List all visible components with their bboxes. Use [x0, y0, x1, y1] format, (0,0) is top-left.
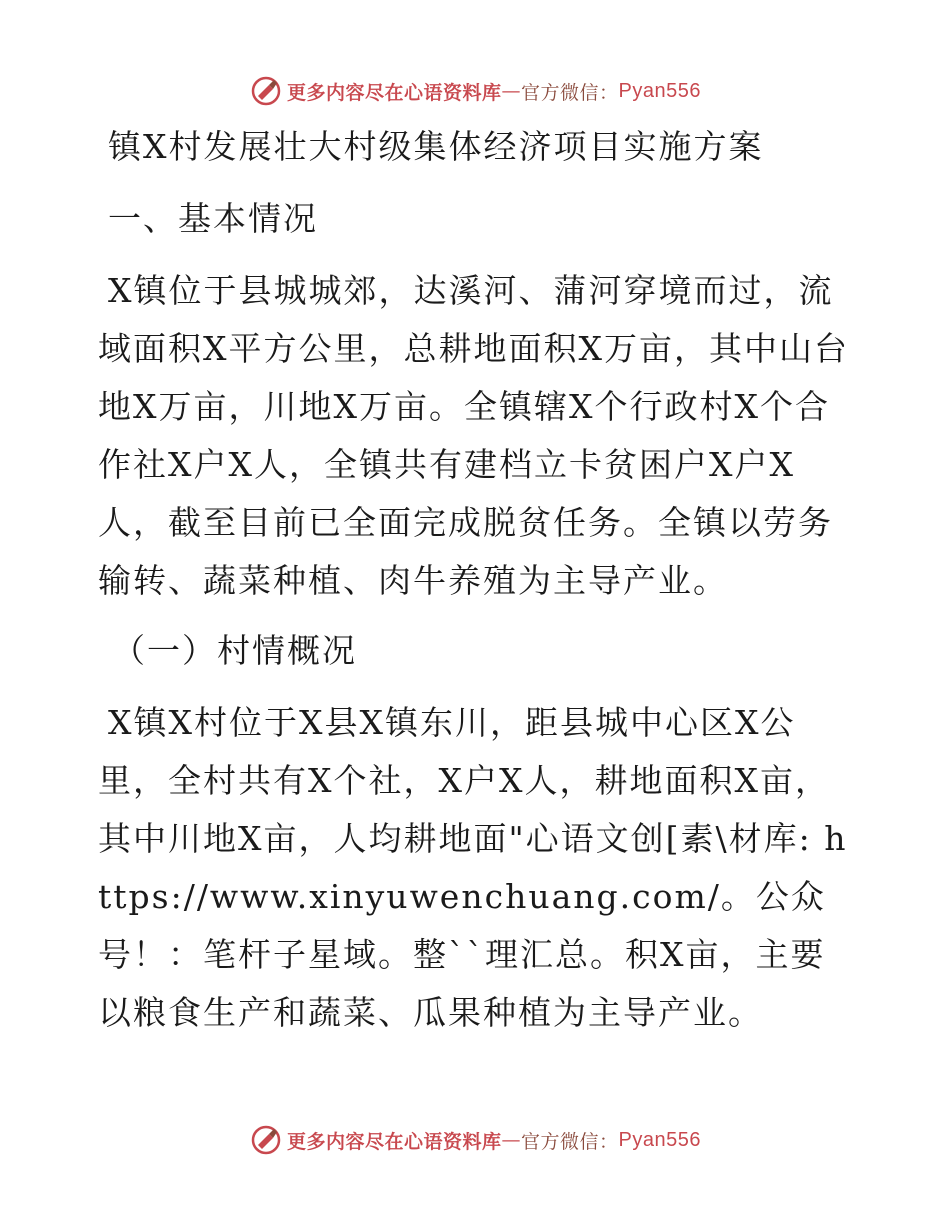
book-pen-circle-icon	[249, 74, 283, 108]
document-body	[98, 118, 858, 1042]
watermark-main-text: 更多内容尽在心语资料库	[287, 1130, 502, 1153]
watermark-handle: Pyan556	[618, 79, 701, 102]
watermark-dash: —	[501, 80, 522, 102]
watermark-banner-bottom	[0, 1120, 950, 1160]
watermark-handle: Pyan556	[618, 1128, 701, 1151]
watermark-official-label: 官方微信：	[521, 81, 619, 104]
section-heading-basic: 一、基本情况	[108, 199, 318, 238]
book-pen-circle-icon	[249, 1123, 283, 1157]
subsection-heading-village: （一）村情概况	[112, 631, 357, 670]
document-title: 镇X村发展壮大村级集体经济项目实施方案	[108, 127, 764, 166]
watermark-main-text: 更多内容尽在心语资料库	[287, 81, 502, 104]
watermark-official-label: 官方微信：	[521, 1130, 619, 1153]
watermark-banner-top	[0, 71, 950, 111]
paragraph-town-overview: X镇位于县城城郊，达溪河、蒲河穿境而过，流域面积X平方公里，总耕地面积X万亩，其中山台地X万亩，川地X万亩。全镇辖X个行政村X个合作社X户X人，全镇共有建档立卡贫困户X户X人，截至目前已全面完成脱贫任务。全镇以劳务输转、蔬菜种植、肉牛养殖为主导产业。	[98, 271, 849, 600]
paragraph-village-overview: X镇X村位于X县X镇东川，距县城中心区X公里，全村共有X个社，X户X人，耕地面积X亩，其中川地X亩，人均耕地面"心语文创[素\材库: https://www.xinyuwenchuang.com/。公众号！：笔杆子星域。整``理汇总。积X亩，主要以粮食生产和蔬菜、瓜果种植为主导产业。	[98, 703, 848, 1032]
watermark-dash: —	[501, 1129, 522, 1151]
